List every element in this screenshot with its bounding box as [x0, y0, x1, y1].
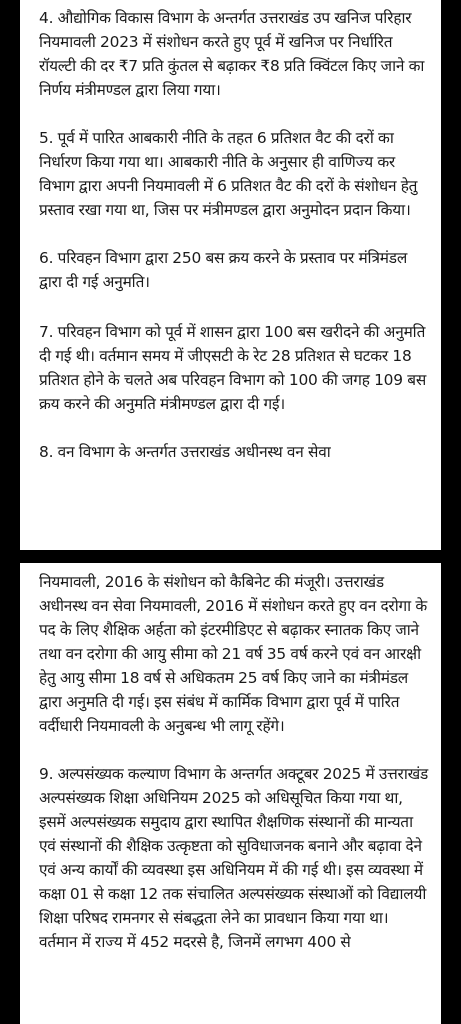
paragraph-spacer	[39, 294, 433, 320]
page-1-text	[39, 6, 433, 464]
madrasa-count-paragraph: वर्तमान में राज्य में 452 मदरसे है, जिनमें लगभग 400 से	[39, 933, 351, 951]
document-page-2	[20, 563, 441, 1024]
paragraph-spacer	[39, 738, 433, 762]
item-9-paragraph: 9. अल्पसंख्यक कल्याण विभाग के अन्तर्गत अक्टूबर 2025 में उत्तराखंड अल्पसंख्यक शिक्षा अधिनियम 2025 को अधिसूचित किया गया था, इसमें अल्पसंख्यक समुदाय द्वारा स्थापित शैक्षणिक संस्थानों की मान्यता एवं संस्थानों की शैक्षिक उत्कृष्टता को सुविधाजनक बनाने और बढ़ावा देने एवं अन्य कार्यों की व्यवस्था इस अधिनियम में की गई थी। इस व्यवस्था में कक्षा 01 से कक्षा 12 तक संचालित अल्पसंख्यक संस्थाओं को विद्यालयी शिक्षा परिषद रामनगर से संबद्धता लेने का प्रावधान किया गया था।	[39, 765, 429, 927]
paragraph-spacer	[39, 222, 433, 246]
item-6-paragraph: 6. परिवहन विभाग द्वारा 250 बस क्रय करने के प्रस्ताव पर मंत्रिमंडल द्वारा दी गई अनुमति।	[39, 249, 408, 291]
paragraph-spacer	[39, 102, 433, 126]
item-8-heading: 8. वन विभाग के अन्तर्गत उत्तराखंड अधीनस्थ वन सेवा	[39, 443, 331, 461]
item-4-paragraph: 4. औद्योगिक विकास विभाग के अन्तर्गत उत्तराखंड उप खनिज परिहार नियमावली 2023 में संशोधन करते हुए पूर्व में खनिज पर निर्धारित रॉयल्टी की दर ₹7 प्रति कुंतल से बढ़ाकर ₹8 प्रति क्विंटल किए जाने का निर्णय मंत्रीमण्डल द्वारा लिया गया।	[39, 9, 425, 99]
page-2-text	[39, 570, 433, 954]
paragraph-spacer	[39, 416, 433, 440]
item-8-continuation: नियमावली, 2016 के संशोधन को कैबिनेट की मंजूरी। उत्तराखंड अधीनस्थ वन सेवा नियमावली, 2016 में संशोधन करते हुए वन दरोगा के पद के लिए शैक्षिक अर्हता को इंटरमीडिएट से बढ़ाकर स्नातक किए जाने तथा वन दरोगा की आयु सीमा को 21 वर्ष 35 वर्ष करने एवं वन आरक्षी हेतु आयु सीमा 18 वर्ष से अधिकतम 25 वर्ष किए जाने का मंत्रीमंडल द्वारा अनुमति दी गई। इस संबंध में कार्मिक विभाग द्वारा पूर्व में पारित वर्दीधारी नियमावली के अनुबन्ध भी लागू रहेंगे।	[39, 573, 427, 735]
item-7-paragraph: 7. परिवहन विभाग को पूर्व में शासन द्वारा 100 बस खरीदने की अनुमति दी गई थी। वर्तमान समय में जीएसटी के रेट 28 प्रतिशत से घटकर 18 प्रतिशत होने के चलते अब परिवहन विभाग को 100 की जगह 109 बस क्रय करने की अनुमति मंत्रीमण्डल द्वारा दी गई।	[39, 323, 427, 413]
document-page-1	[20, 0, 441, 550]
item-5-paragraph: 5. पूर्व में पारित आबकारी नीति के तहत 6 प्रतिशत वैट की दरों का निर्धारण किया गया था। आबकारी नीति के अनुसार ही वाणिज्य कर विभाग द्वारा अपनी नियमावली में 6 प्रतिशत वैट की दरों के संशोधन हेतु प्रस्ताव रखा गया था, जिस पर मंत्रीमण्डल द्वारा अनुमोदन प्रदान किया।	[39, 129, 418, 219]
